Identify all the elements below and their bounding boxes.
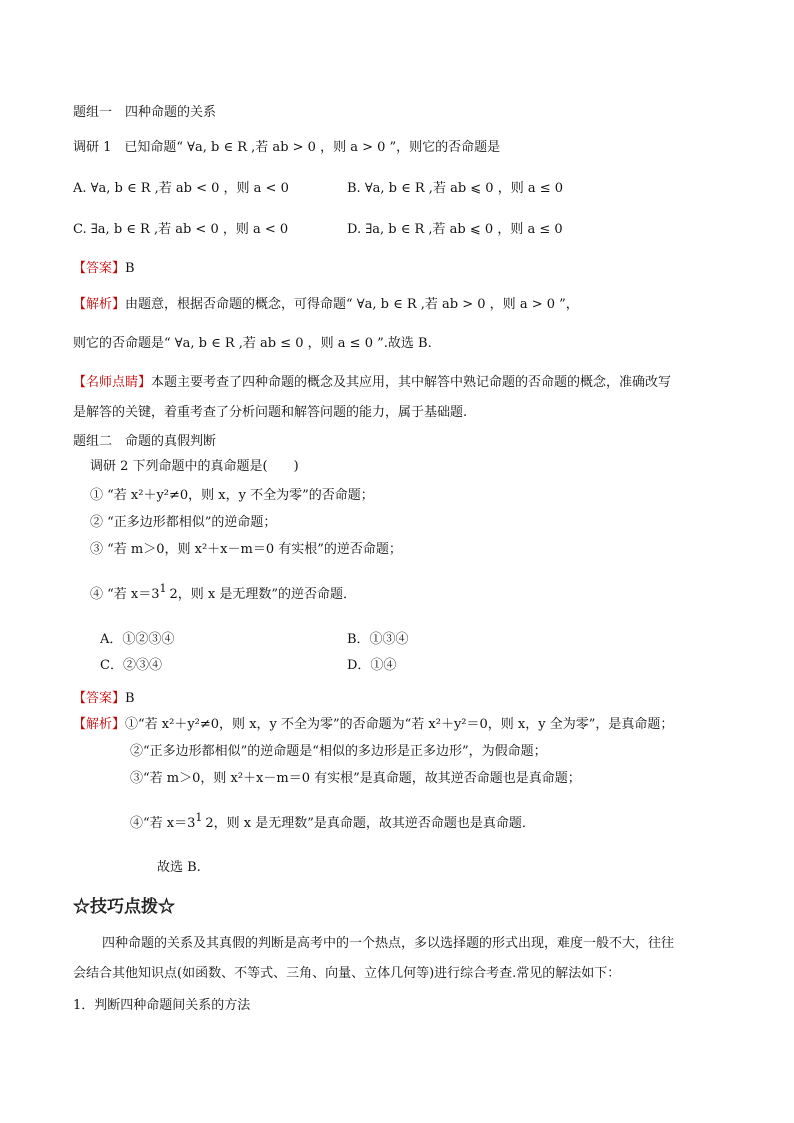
answer-tag: 【答案】 (73, 691, 126, 706)
group1-title: 题组一 四种命题的关系 (73, 105, 217, 120)
q2-statement-2: ② “正多边形都相似”的逆命题； (90, 515, 277, 530)
tips-title: ☆技巧点拨☆ (73, 897, 175, 917)
q2-statement-4 (90, 582, 357, 604)
q1-option-d: D. ∃a, b ∈ R ,若 ab ⩽ 0 ，则 a ≤ 0 (347, 222, 563, 237)
tips-item-1: 1．判断四种命题间关系的方法 (73, 998, 251, 1013)
statement-4-part-a: ④ “若 x＝3 (90, 587, 160, 602)
group2-title: 题组二 命题的真假判断 (73, 434, 217, 449)
answer-value: B (125, 261, 135, 276)
tips-paragraph-line2: 会结合其他知识点(如函数、不等式、三角、向量、立体几何等)进行综合考查.常见的解法如下： (73, 966, 621, 981)
q1-option-b: B. ∀a, b ∈ R ,若 ab ⩽ 0 ，则 a ≤ 0 (347, 181, 564, 196)
tips-paragraph-line1: 四种命题的关系及其真假的判断是高考中的一个热点，多以选择题的形式出现，难度一般不大，往往 (102, 936, 675, 951)
fraction-numerator: 1 (195, 811, 203, 824)
q2-analysis-line4 (130, 811, 535, 833)
comment-tag: 【名师点睛】 (73, 375, 152, 390)
q2-stem: 调研 2 下列命题中的真命题是( ) (90, 459, 299, 474)
q2-option-d: D．①④ (347, 658, 397, 673)
q1-analysis-line1 (73, 296, 579, 314)
q1-option-a: A. ∀a, b ∈ R ,若 ab < 0 ，则 a < 0 (73, 181, 289, 196)
analysis-text: 由题意，根据否命题的概念，可得命题“ ∀a, b ∈ R ,若 ab > 0 ，则 a > 0 ”， (125, 297, 579, 312)
analysis-4-part-a: ④“若 x＝3 (130, 816, 196, 831)
q1-answer (73, 260, 135, 278)
q1-analysis-line2: 则它的否命题是“ ∀a, b ∈ R ,若 ab ≤ 0 ，则 a ≤ 0 ”.故选 B. (73, 336, 432, 351)
q2-conclusion: 故选 B. (157, 860, 201, 875)
analysis-text: ①“若 x²＋y²≠0，则 x，y 不全为零”的否命题为“若 x²＋y²＝0，则 x，y 全为零”，是真命题； (125, 717, 674, 732)
comment-text: 本题主要考查了四种命题的概念及其应用，其中解答中熟记命题的否命题的概念，准确改写 (151, 375, 672, 390)
q2-option-c: C．②③④ (100, 658, 162, 673)
q2-option-b: B．①③④ (347, 632, 409, 647)
q1-option-c: C. ∃a, b ∈ R ,若 ab < 0 ，则 a < 0 (73, 222, 289, 237)
q1-comment-line2: 是解答的关键，着重考查了分析问题和解答问题的能力，属于基础题. (73, 405, 468, 420)
analysis-tag: 【解析】 (73, 717, 126, 732)
q1-stem: 调研 1 已知命题“ ∀a, b ∈ R ,若 ab > 0 ，则 a > 0 ”，则它的否命题是 (73, 140, 501, 155)
q2-answer (73, 690, 135, 708)
q2-analysis-line1 (73, 716, 673, 734)
q2-analysis-line2: ②“正多边形都相似”的逆命题是“相似的多边形是正多边形”，为假命题； (130, 744, 547, 759)
q2-statement-3: ③ “若 m＞0，则 x²＋x－m＝0 有实根”的逆否命题； (90, 542, 402, 557)
q1-comment-line1 (73, 374, 671, 392)
q2-statement-1: ① “若 x²＋y²≠0，则 x，y 不全为零”的否命题； (90, 488, 374, 503)
q2-analysis-line3: ③“若 m＞0，则 x²＋x－m＝0 有实根”是真命题，故其逆否命题也是真命题； (130, 771, 581, 786)
statement-4-part-b: 2，则 x 是无理数”的逆否命题． (169, 587, 357, 602)
answer-tag: 【答案】 (73, 261, 126, 276)
q2-option-a: A．①②③④ (100, 632, 175, 647)
analysis-4-part-b: 2，则 x 是无理数”是真命题，故其逆否命题也是真命题． (205, 816, 535, 831)
answer-value: B (125, 691, 135, 706)
fraction-numerator: 1 (159, 582, 167, 595)
analysis-tag: 【解析】 (73, 297, 126, 312)
